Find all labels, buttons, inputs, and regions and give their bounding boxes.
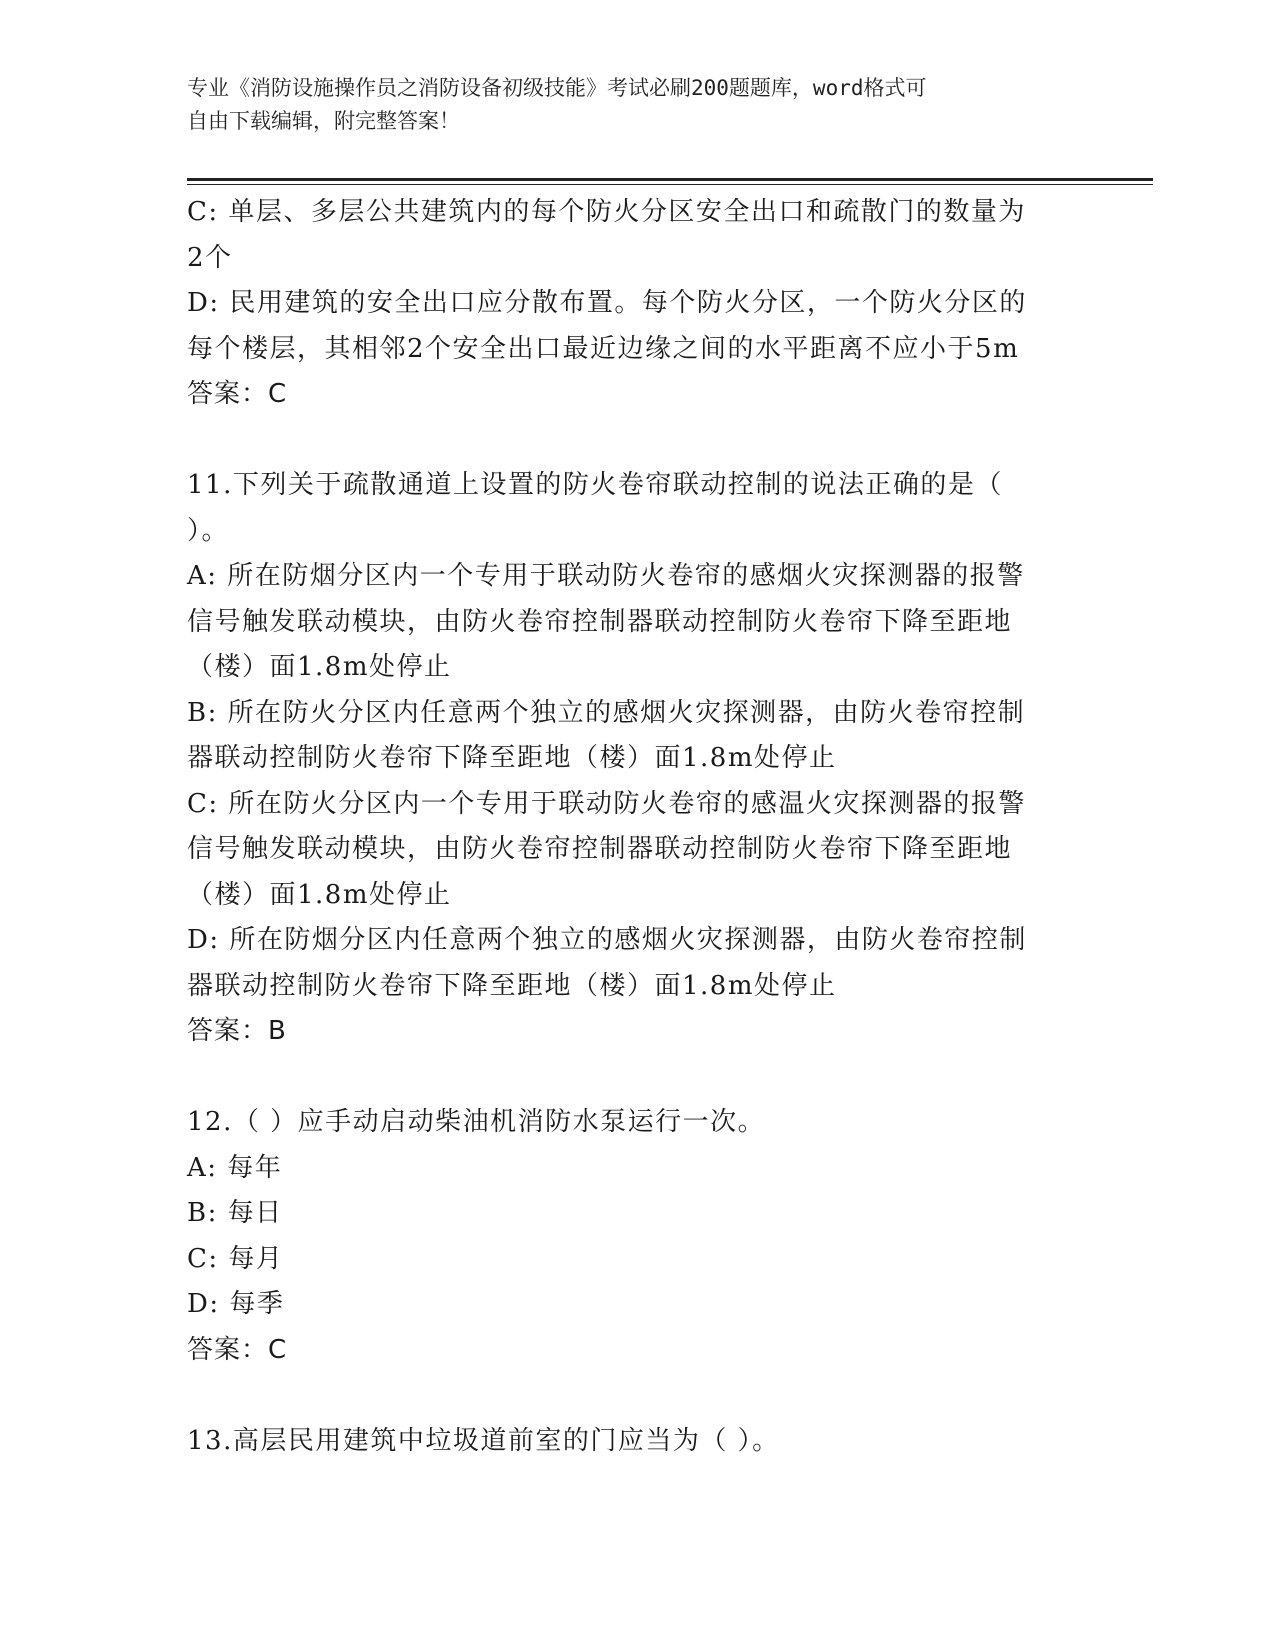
q11-option-c-line-1: C: 所在防火分区内一个专用于联动防火卷帘的感温火灾探测器的报警 — [187, 788, 1026, 819]
q11-stem-line-2: ）。 — [187, 515, 230, 546]
q10-answer: 答案：C — [187, 379, 288, 409]
header-divider-thick — [187, 178, 1153, 181]
q13-stem: 13.高层民用建筑中垃圾道前室的门应当为（ ）。 — [187, 1425, 780, 1456]
q11-option-b-line-1: B: 所在防火分区内任意两个独立的感烟火灾探测器，由防火卷帘控制 — [187, 697, 1026, 728]
spacer — [187, 418, 1087, 464]
q12-option-d: D: 每季 — [187, 1289, 285, 1319]
q11-stem-line-1: 11.下列关于疏散通道上设置的防火卷帘联动控制的说法正确的是（ — [187, 470, 1003, 500]
q11-answer: 答案：B — [187, 1016, 287, 1046]
q12-option-b: B: 每日 — [187, 1198, 283, 1228]
q12-option-c: C: 每月 — [187, 1243, 284, 1274]
q10-option-d-line-2: 每个楼层，其相邻2个安全出口最近边缘之间的水平距离不应小于5m — [187, 333, 1020, 364]
header-divider-thin — [187, 184, 1153, 185]
q10-option-c-line-1: C: 单层、多层公共建筑内的每个防火分区安全出口和疏散门的数量为 — [187, 197, 1026, 227]
document-header — [187, 72, 1067, 138]
q12-answer: 答案：C — [187, 1334, 288, 1365]
q11-option-a-line-1: A: 所在防烟分区内一个专用于联动防火卷帘的感烟火灾探测器的报警 — [187, 561, 1025, 591]
q11-option-d-line-1: D: 所在防烟分区内任意两个独立的感烟火灾探测器，由防火卷帘控制 — [187, 925, 1027, 955]
q10-option-c-line-2: 2个 — [187, 242, 233, 273]
q11-option-a-line-2: 信号触发联动模块，由防火卷帘控制器联动控制防火卷帘下降至距地 — [187, 606, 1013, 637]
header-line-1: 专业《消防设施操作员之消防设备初级技能》考试必刷200题题库，word格式可 — [187, 76, 927, 100]
q11-option-c-line-2: 信号触发联动模块，由防火卷帘控制器联动控制防火卷帘下降至距地 — [187, 834, 1013, 864]
q12-stem: 12.（ ）应手动启动柴油机消防水泵运行一次。 — [187, 1107, 766, 1137]
q11-option-b-line-2: 器联动控制防火卷帘下降至距地（楼）面1.8m处停止 — [187, 743, 837, 773]
q12-option-a: A: 每年 — [187, 1152, 283, 1183]
q11-option-a-line-3: （楼）面1.8m处停止 — [187, 652, 452, 682]
q11-option-c-line-3: （楼）面1.8m处停止 — [187, 879, 452, 910]
question-content — [187, 190, 1087, 1464]
spacer — [187, 1373, 1087, 1419]
header-line-2: 自由下载编辑，附完整答案！ — [187, 109, 460, 133]
spacer — [187, 1055, 1087, 1101]
q11-option-d-line-2: 器联动控制防火卷帘下降至距地（楼）面1.8m处停止 — [187, 970, 837, 1001]
q10-option-d-line-1: D: 民用建筑的安全出口应分散布置。每个防火分区，一个防火分区的 — [187, 288, 1027, 318]
